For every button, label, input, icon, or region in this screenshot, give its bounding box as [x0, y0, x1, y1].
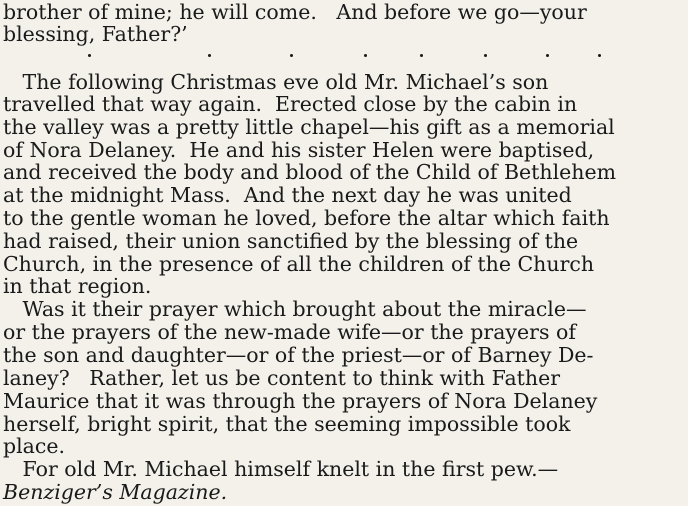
- text-line-3: The following Christmas eve old Mr. Michael’s son: [3, 70, 549, 94]
- text-line-14: or the prayers of the new-made wife—or the prayers of: [3, 320, 576, 344]
- text-line-2: blessing, Father?’: [3, 22, 188, 46]
- text-line-11: Church, in the presence of all the children of the Church: [3, 252, 595, 276]
- text-line-4: travelled that way again. Erected close by the cabin in: [3, 92, 578, 116]
- text-line-20: For old Mr. Michael himself knelt in the first pew.—: [3, 457, 559, 481]
- separator-dot: [290, 54, 293, 57]
- text-line-5: the valley was a pretty little chapel—his gift as a memorial: [3, 115, 615, 139]
- separator-dot: [364, 54, 367, 57]
- text-line-8: at the midnight Mass. And the next day he was united: [3, 183, 572, 207]
- text-line-18: herself, bright spirit, that the seeming impossible took: [3, 412, 571, 436]
- section-separator-dots: [0, 46, 688, 62]
- text-line-12: in that region.: [3, 274, 152, 298]
- text-line-13: Was it their prayer which brought about the miracle—: [3, 297, 587, 321]
- separator-dot: [546, 54, 549, 57]
- text-line-9: to the gentle woman he loved, before the altar which faith: [3, 206, 610, 230]
- separator-dot: [88, 54, 91, 57]
- text-line-6: of Nora Delaney. He and his sister Helen were baptised,: [3, 138, 595, 162]
- separator-dot: [484, 54, 487, 57]
- text-line-19: place.: [3, 434, 66, 458]
- separator-dot: [420, 54, 423, 57]
- text-line-15: the son and daughter—or of the priest—or of Barney De-: [3, 343, 594, 367]
- text-line-16: laney? Rather, let us be content to think with Father: [3, 366, 561, 390]
- text-line-17: Maurice that it was through the prayers of Nora Delaney: [3, 389, 598, 413]
- text-line-7: and received the body and blood of the Child of Bethlehem: [3, 160, 617, 184]
- separator-dot: [208, 54, 211, 57]
- text-line-10: had raised, their union sanctified by the blessing of the: [3, 229, 579, 253]
- text-line-1: brother of mine; he will come. And before we go—your: [3, 0, 587, 24]
- separator-dot: [598, 54, 601, 57]
- source-attribution: Benziger’s Magazine.: [3, 480, 228, 504]
